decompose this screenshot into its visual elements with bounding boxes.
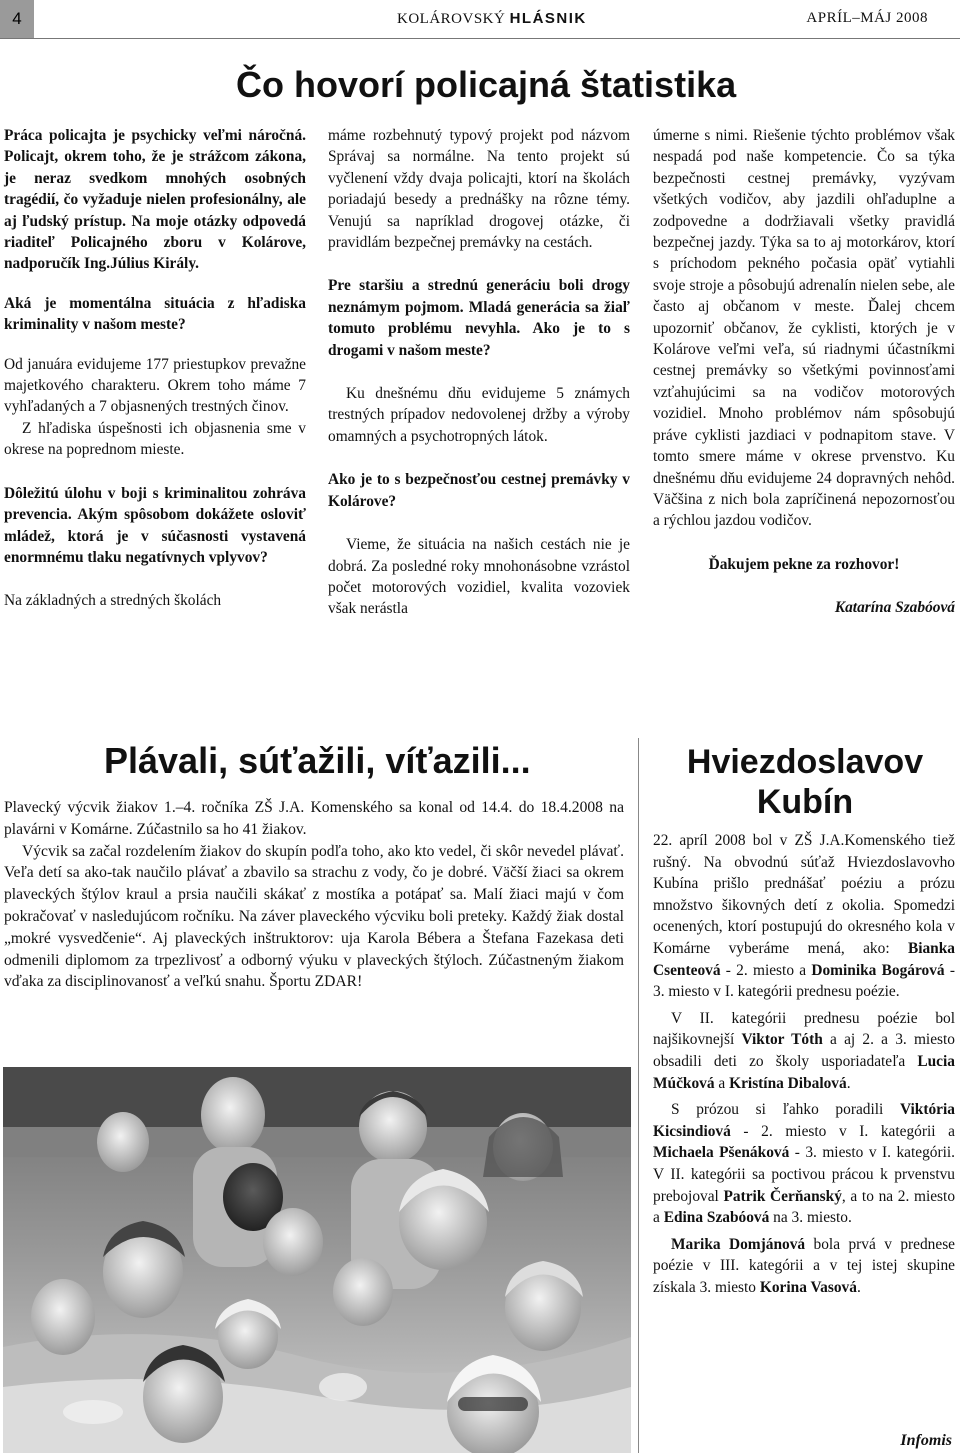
question-1: Aká je momentálna situácia z hľadiska kriminality v našom meste? xyxy=(4,294,306,334)
recital-name-psenakova: Michaela Pšenáková xyxy=(653,1144,790,1162)
recital-p3-a: S prózou si ľahko poradili xyxy=(671,1101,900,1119)
recital-p4-b: . xyxy=(856,1278,861,1296)
recital-p2-b: a aj 2. a 3. miesto obsadili deti zo školy usporiadateľa xyxy=(653,1031,956,1070)
recital-article-title xyxy=(650,742,960,822)
issue-date: APRÍL–MÁJ 2008 xyxy=(806,10,928,26)
answer-1-p1: Od januára evidujeme 177 priestupkov prevažne majetkového charakteru. Okrem toho máme 7 vyhľadaných a 7 objasnených trestných činov. xyxy=(4,355,306,416)
recital-name-muckova: Lucia Múčková xyxy=(653,1052,955,1092)
photo-illustration xyxy=(3,1067,631,1453)
thanks-line: Ďakujem pekne za rozhovor! xyxy=(708,555,900,573)
answer-3: Ku dnešnému dňu evidujeme 5 známych trestných prípadov nedovolenej držby a výroby omamných a psychotropných látok. xyxy=(328,385,630,445)
recital-p3-c: - 3. miesto v I. kategórii. V II. kategórii sa poctivou prácou k prvenstvu prebojoval xyxy=(653,1144,955,1205)
question-3: Pre staršiu a strednú generáciu boli drogy neznámym pojmom. Mladá generácia sa žiaľ tomuto problému nevyhla. Ako je to s drogami v našom meste? xyxy=(328,277,630,359)
masthead-light: KOLÁROVSKÝ xyxy=(397,11,506,27)
recital-name-kicsindiova: Viktória Kicsindiová xyxy=(653,1101,955,1140)
swim-article-body xyxy=(4,797,624,993)
recital-name-dibalova: Kristína Dibalová xyxy=(729,1074,847,1092)
police-article-title: Čo hovorí policajná štatistika xyxy=(236,64,737,105)
swimming-children-photo xyxy=(3,1067,631,1453)
masthead xyxy=(397,10,587,28)
answer-4-start: Vieme, že situácia na našich cestách nie je dobrá. Za posledné roky mnohonásobne vzrástol počet motorových vozidiel, kvalita vozoviek však nerástla xyxy=(328,536,630,618)
question-4: Ako je to s bezpečnosťou cestnej premávky v Kolárove? xyxy=(328,471,630,510)
intro-b: Na moje otázky odpovedá riaditeľ Policajného zboru v Kolárove, nadporučík Ing.Július Király. xyxy=(4,212,307,273)
recital-title-line-2: Kubín xyxy=(756,783,854,821)
recital-paragraph-2 xyxy=(653,1008,955,1094)
recital-signature: Infomis xyxy=(900,1432,952,1449)
recital-p1-b: - 2. miesto a xyxy=(720,961,812,979)
answer-2-cont: máme rozbehnutý typový projekt pod názvom Správaj sa normálne. Na tento projekt sú vyčlenení vždy dvaja policajti, ktorí na školách poriadajú besedy a prednášky na rôzne témy. Venujú sa napríklad drogovej otázke, či pravidlám bezpečnej premávky na cestách. xyxy=(328,127,630,252)
police-column-3 xyxy=(653,125,955,630)
header-rule xyxy=(0,38,960,39)
recital-p1-a: 22. apríl 2008 bol v ZŠ J.A.Komenského tiež rušný. Na obvodnú súťaž Hviezdoslavovho Kubína prišlo prednášať poéziu a prózu množstvo šikovných detí z okolia. Spomedzi ocenených, ktorí postupujú do okresného kola v Komárne vyberáme mená, ako: xyxy=(653,832,955,957)
swim-paragraph-1: Plavecký výcvik žiakov 1.–4. ročníka ZŠ J.A. Komenského sa konal od 14.4. do 18.4.2008 na plavárni v Komárne. Zúčastnilo sa ho 41 žiakov. xyxy=(4,799,624,838)
recital-paragraph-3 xyxy=(653,1099,955,1229)
recital-p3-e: na 3. miesto. xyxy=(769,1209,852,1227)
recital-paragraph-1 xyxy=(653,830,955,1003)
recital-p2-c: a xyxy=(714,1074,730,1092)
answer-2-start: Na základných a stredných školách xyxy=(4,592,222,610)
swim-article-title: Plávali, súťažili, víťazili... xyxy=(104,740,531,781)
recital-paragraph-4 xyxy=(653,1234,955,1299)
swim-paragraph-2: Výcvik sa začal rozdelením žiakov do skupín podľa toho, ako kto vedel, či skôr nevedel plávať. Veľa detí sa ako-tak naučilo plávať a zbavilo sa strachu z vody, čo je dobré. Väčší žiaci sa okrem plaveckých štýlov kraul a prsia naučili skákať z mostíka a potápať sa. Malí žiaci majú v čom pokračovať v nasledujúcom ročníku. Na záver plaveckého výcviku boli preteky. Každý žiak dostal „mokré vysvedčenie“. Aj plaveckých inštruktorov: uja Karola Bébera a Štefana Fazekasa deti odmenili diplomom za trpezlivosť a odborný výuku v plaveckých štýloch. Zúčastneným žiakom vďaka za disciplinovanosť a veľkú snahu. Športu ZDAR! xyxy=(4,842,624,991)
recital-p2-a: V II. kategórii prednesu poézie bol najšikovnejší xyxy=(653,1009,955,1049)
recital-article-body xyxy=(653,830,955,1303)
column-divider xyxy=(638,738,639,1453)
page-number: 4 xyxy=(0,0,34,38)
answer-4-cont: úmerne s nimi. Riešenie týchto problémov však nespadá pod naše kompetencie. Čo sa týka bezpečnosti cestnej premávky, vyzývam všetkých vodičov, aby jazdili ohľaduplne a zodpovedne a dodržiavali všetky pravidlá bezpečnej jazdy. Týka sa to aj motorkárov, ktorí s príchodom pekného počasia opäť vytiahli svoje stroje a pôsobujú adrenalín nielen sebe, ale často aj občanom v meste. Ďalej chcem upozorniť občanov, že cyklisti, ktorých je v Kolárove veľmi veľa, sú riadnymi účastníkmi cestnej premávky so všetkými povinnosťami vzťahujúcimi sa na vodičov motorových vozidiel. Mnoho problémov nám spôsobujú práve cyklisti jazdiaci v podnapitom stave. V tomto smere máme v okrese prvenstvo. Ku dnešnému dňu evidujeme 24 dopravných nehôd. Väčšina z nich bola zapríčinená nepozornosťou a rýchlou jazdou vodičov. xyxy=(653,127,955,530)
recital-name-cernansky: Patrik Čerňanský xyxy=(723,1187,842,1205)
recital-p3-d: , a to na 2. miesto a xyxy=(653,1187,956,1227)
recital-p1-c: - 3. miesto v I. kategórii prednesu poézie. xyxy=(653,961,955,1001)
recital-name-toth: Viktor Tóth xyxy=(741,1031,823,1049)
recital-title-line-1: Hviezdoslavov xyxy=(686,743,924,781)
police-column-2 xyxy=(328,125,630,631)
recital-p3-b: - 2. miesto v I. kategórii a xyxy=(730,1122,955,1140)
recital-name-csenteova: Bianka Csenteová xyxy=(653,939,955,979)
recital-name-bogarova: Dominika Bogárová xyxy=(811,961,945,979)
police-column-1 xyxy=(4,125,306,623)
intro-paragraph xyxy=(4,125,306,275)
recital-name-szaboova: Edina Szabóová xyxy=(663,1209,770,1227)
recital-name-vasova: Korina Vasová xyxy=(759,1278,857,1296)
recital-name-domjanova: Marika Domjánová xyxy=(671,1235,806,1253)
author-signature: Katarína Szabóová xyxy=(834,599,955,617)
intro-a: Práca policajta je psychicky veľmi náročná. Policajt, okrem toho, že je strážcom zákona, je neraz svedkom mnohých osobných tragédií, čo vyžaduje nielen profesionálny, ale aj ľudský prístup. xyxy=(4,127,306,230)
recital-p2-d: . xyxy=(846,1074,851,1092)
recital-p4-a: bola prvá v prednese poézie v III. kategórii a v tej istej skupine získala 3. miesto xyxy=(653,1235,956,1296)
masthead-strong: HLÁSNIK xyxy=(509,10,587,27)
answer-1-p2: Z hľadiska úspešnosti ich objasnenia sme v okrese na poprednom mieste. xyxy=(4,419,306,459)
question-2: Dôležitú úlohu v boji s kriminalitou zohráva prevencia. Akým spôsobom dokážete osloviť mládež, ktorá je v súčasnosti vystavená enormnému tlaku negatívnych vplyvov? xyxy=(4,484,306,566)
